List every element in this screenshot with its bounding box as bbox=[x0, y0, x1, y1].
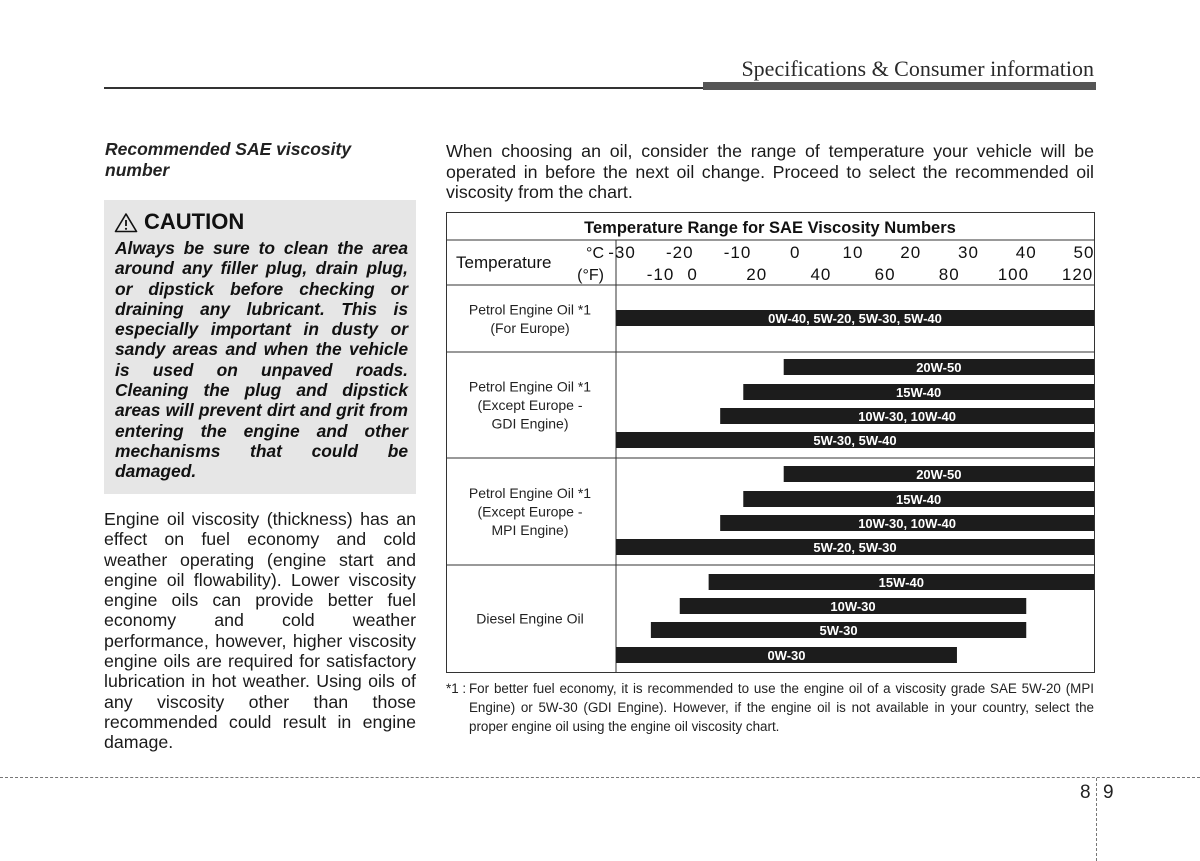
viscosity-bar-label: 15W-40 bbox=[896, 492, 942, 507]
footnote-text: For better fuel economy, it is recommended to use the engine oil of a viscosity grade SAE 5W-20 (MPI Engine) or 5W-30 (GDI Engine). However, if the engine oil is not available in your country, select the proper engine oil using the engine oil viscosity chart. bbox=[469, 681, 1094, 734]
chart-footnote bbox=[446, 679, 1094, 736]
viscosity-bar-label: 0W-40, 5W-20, 5W-30, 5W-40 bbox=[768, 311, 942, 326]
viscosity-bar-label: 5W-20, 5W-30 bbox=[813, 540, 897, 555]
viscosity-chart bbox=[446, 212, 1096, 674]
fahrenheit-tick-label: 120 bbox=[1061, 265, 1094, 284]
page-number-divider bbox=[1096, 778, 1097, 861]
viscosity-bar-label: 15W-40 bbox=[878, 575, 924, 590]
celsius-tick-label: 30 bbox=[958, 243, 979, 262]
fahrenheit-tick-label: 40 bbox=[810, 265, 832, 284]
warning-triangle-icon bbox=[114, 212, 138, 233]
celsius-tick-label: 0 bbox=[790, 243, 801, 262]
caution-box bbox=[104, 200, 416, 494]
engine-group-label: (Except Europe - bbox=[477, 503, 583, 520]
fahrenheit-tick-label: 20 bbox=[746, 265, 768, 284]
viscosity-bar-label: 15W-40 bbox=[896, 385, 942, 400]
engine-group-label: GDI Engine) bbox=[491, 415, 569, 432]
viscosity-bar-label: 20W-50 bbox=[916, 467, 962, 482]
viscosity-bar-label: 5W-30 bbox=[819, 623, 858, 638]
engine-group-label: MPI Engine) bbox=[491, 522, 569, 538]
page-header-title: Specifications & Consumer information bbox=[741, 56, 1094, 81]
celsius-unit-label: °C bbox=[586, 245, 604, 262]
fahrenheit-tick-label: 80 bbox=[938, 265, 960, 284]
celsius-tick-label: 20 bbox=[900, 243, 922, 262]
footnote-marker: *1 : bbox=[446, 681, 467, 696]
page-number: 9 bbox=[1103, 782, 1114, 803]
caution-label: CAUTION bbox=[144, 209, 245, 234]
section-heading: Recommended SAE viscosity number bbox=[105, 139, 352, 180]
engine-group-label: (For Europe) bbox=[490, 319, 570, 336]
chart-intro: When choosing an oil, consider the range of temperature your vehicle will be operated in before the next oil change. Proceed to select the recommended oil viscosity from the chart. bbox=[446, 141, 1094, 202]
viscosity-bar-label: 10W-30, 10W-40 bbox=[858, 516, 956, 531]
fahrenheit-tick-label: 100 bbox=[997, 265, 1030, 284]
temperature-label: Temperature bbox=[456, 253, 552, 272]
fahrenheit-tick-label: 60 bbox=[874, 265, 896, 284]
engine-group-label: Diesel Engine Oil bbox=[476, 610, 584, 627]
engine-group-label: (Except Europe - bbox=[477, 397, 583, 413]
viscosity-explanation: Engine oil viscosity (thickness) has an effect on fuel economy and cold weather operating (engine start and engine oil flowability). Lower viscosity engine oils can provide better fuel economy and cold weather performance, however, higher viscosity engine oils are required for satisfactory lubrication in hot weather. Using oils of any viscosity other than those recommended could result in engine damage. bbox=[104, 509, 416, 753]
celsius-tick-label: -30 bbox=[608, 243, 636, 262]
viscosity-bar-label: 10W-30, 10W-40 bbox=[858, 409, 956, 424]
celsius-tick-label: -10 bbox=[723, 243, 752, 262]
footer-rule bbox=[0, 777, 1200, 778]
caution-title bbox=[114, 209, 244, 235]
viscosity-bar-label: 20W-50 bbox=[916, 360, 962, 375]
celsius-tick-label: 40 bbox=[1015, 243, 1037, 262]
engine-group-label: Petrol Engine Oil *1 bbox=[468, 485, 592, 501]
engine-group-label: Petrol Engine Oil *1 bbox=[468, 378, 592, 395]
engine-group-label: Petrol Engine Oil *1 bbox=[468, 301, 592, 318]
celsius-tick-label: -20 bbox=[665, 243, 694, 262]
viscosity-bar-label: 0W-30 bbox=[767, 648, 806, 663]
fahrenheit-tick-label: 0 bbox=[687, 265, 698, 284]
viscosity-bar-label: 5W-30, 5W-40 bbox=[813, 433, 897, 448]
header-tab-bar bbox=[703, 82, 1096, 90]
page-section-number: 8 bbox=[1080, 782, 1091, 803]
chart-title: Temperature Range for SAE Viscosity Numbers bbox=[584, 219, 956, 237]
fahrenheit-unit-label: (°F) bbox=[577, 267, 604, 284]
viscosity-bar-label: 10W-30 bbox=[830, 599, 876, 614]
celsius-tick-label: 10 bbox=[842, 243, 864, 262]
fahrenheit-tick-label: -10 bbox=[646, 265, 675, 284]
celsius-tick-label: 50 bbox=[1073, 243, 1095, 262]
caution-text: Always be sure to clean the area around any filler plug, drain plug, or dipstick before checking or draining any lubricant. This is especially important in dusty or sandy areas and when the vehicle is used on unpaved roads. Cleaning the plug and dipstick areas will prevent dirt and grit from entering the engine and other mechanisms that could be damaged. bbox=[115, 238, 408, 482]
